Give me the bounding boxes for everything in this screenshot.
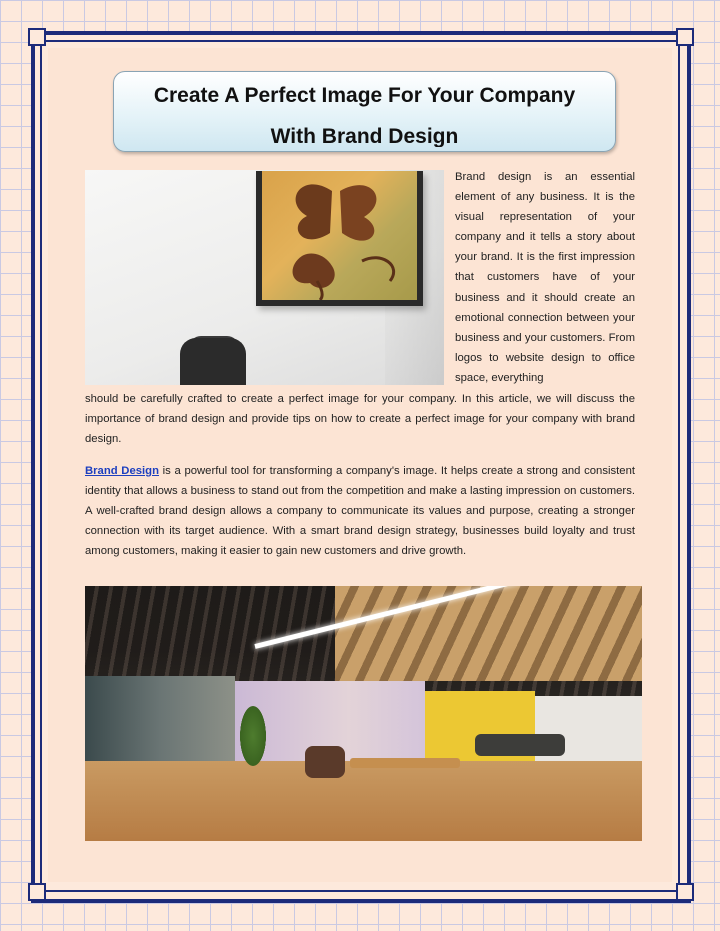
intro-paragraph-continued: should be carefully crafted to create a perfect image for your company. In this article, we will discuss the importance of brand design and provide tips on how to create a perfect image for your company with brand design. [85,393,635,446]
butterfly-flower-drawing [262,171,417,300]
potted-plant [240,706,266,766]
border-corner-bottom-left [28,883,46,901]
page-title-line-2: With Brand Design [270,125,459,147]
wooden-floor [85,761,642,841]
title-banner [113,71,616,152]
framed-artwork [256,171,423,306]
border-corner-top-left [28,28,46,46]
office-chair [180,338,246,385]
lounge-sofa [475,734,565,756]
office-wall-art-photo [85,170,444,385]
page-title-line-1: Create A Perfect Image For Your Company [153,84,576,107]
brand-design-paragraph-text: is a powerful tool for transforming a company's image. It helps create a strong and consistent identity that allows a business to stand out from the competition and make a lasting impression on customers. A well-crafted brand design allows a company to communicate its values and purpose, creating a stronger connection with its target audience. With a smart brand design strategy, businesses build loyalty and trust among customers, making it easier to gain new customers and drive growth. [85,465,635,558]
brand-design-link[interactable]: Brand Design [85,465,159,477]
lounge-chair [305,746,345,778]
coffee-table [350,758,460,768]
wooden-ceiling-beams [335,586,642,681]
butterfly-artwork [262,171,417,300]
brand-design-paragraph [85,461,635,561]
office-lounge-photo [85,586,642,841]
intro-paragraph-column: Brand design is an essential element of any business. It is the visual representation of your company and it tells a story about your brand. It is the first impression that customers have of your business and it should create an emotional connection between your business and your customers. From logos to website design to office space, everything [455,171,635,384]
border-corner-bottom-right [676,883,694,901]
border-corner-top-right [676,28,694,46]
